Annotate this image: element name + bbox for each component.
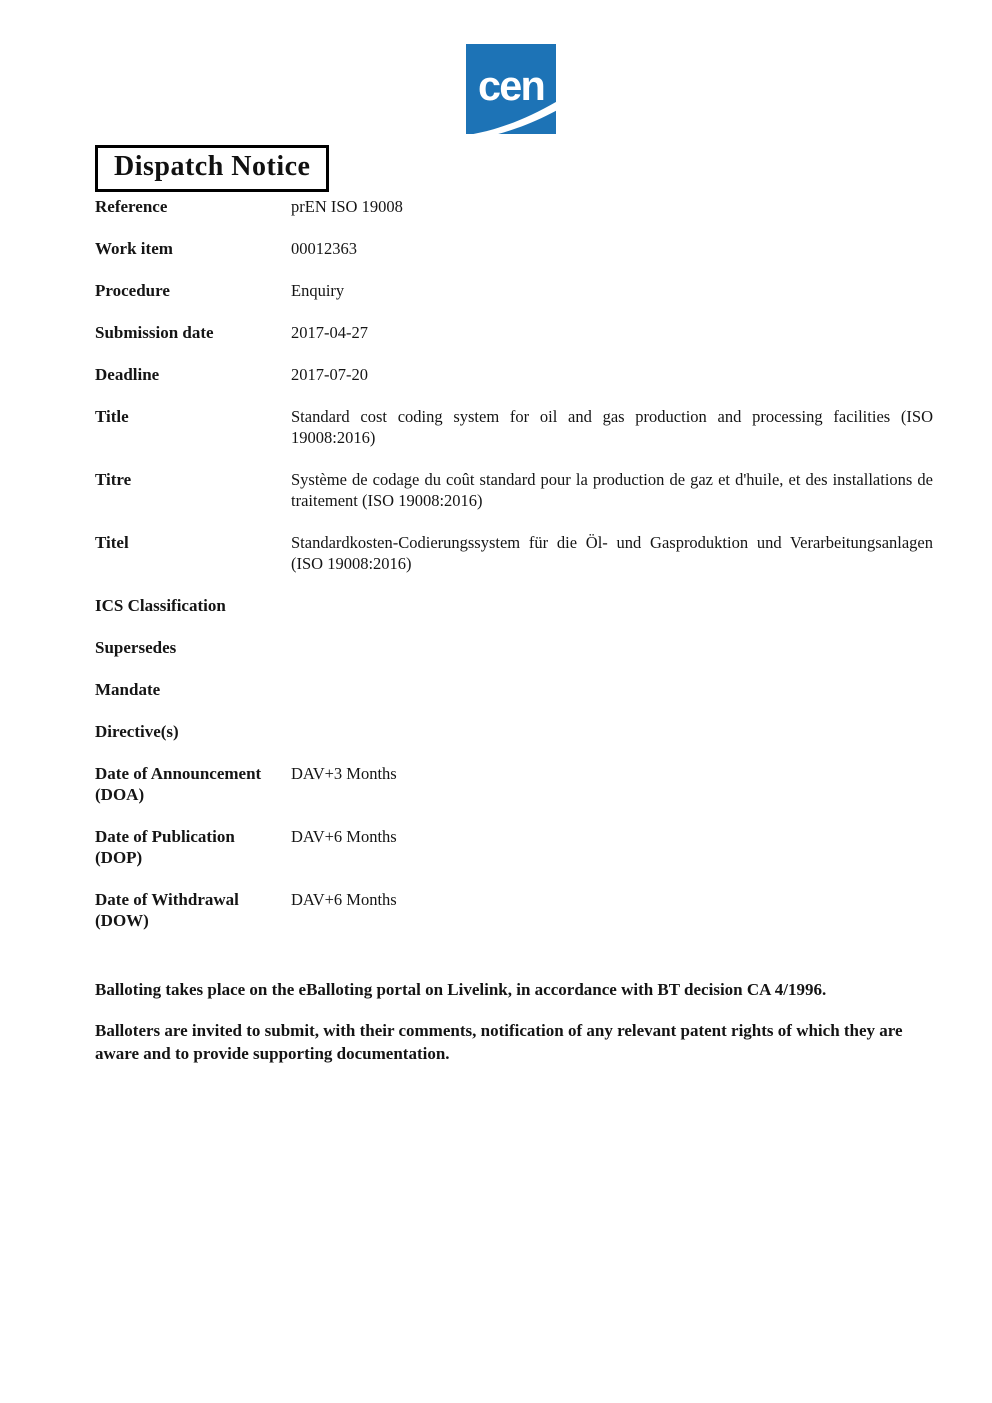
fields-table — [95, 196, 933, 952]
field-row-submission-date — [95, 322, 933, 343]
field-row-reference — [95, 196, 933, 217]
footer-notes — [95, 978, 933, 1083]
field-row-mandate — [95, 679, 933, 700]
field-label: Work item — [95, 239, 173, 258]
field-row-dop — [95, 826, 933, 868]
field-row-procedure — [95, 280, 933, 301]
field-value: DAV+3 Months — [291, 764, 397, 783]
field-row-dow — [95, 889, 933, 931]
field-row-title — [95, 406, 933, 448]
balloting-note: Balloting takes place on the eBalloting portal on Livelink, in accordance with BT decision CA 4/1996. — [95, 980, 827, 999]
field-value: 2017-07-20 — [291, 365, 368, 384]
field-value: 2017-04-27 — [291, 323, 368, 342]
field-row-titre — [95, 469, 933, 511]
field-value: DAV+6 Months — [291, 827, 397, 846]
field-label: Reference — [95, 197, 168, 216]
field-value: Système de codage du coût standard pour la production de gaz et d'huile, et des installations de traitement (ISO 19008:2016) — [291, 470, 933, 510]
field-label: Titel — [95, 533, 129, 552]
field-label: Date of Withdrawal (DOW) — [95, 890, 239, 930]
field-value: prEN ISO 19008 — [291, 197, 403, 216]
field-value: DAV+6 Months — [291, 890, 397, 909]
field-row-titel — [95, 532, 933, 574]
field-row-supersedes — [95, 637, 933, 658]
balloters-note: Balloters are invited to submit, with their comments, notification of any relevant patent rights of which they are aware and to provide supporting documentation. — [95, 1021, 903, 1063]
field-row-deadline — [95, 364, 933, 385]
field-row-directives — [95, 721, 933, 742]
svg-text:cen: cen — [478, 62, 544, 109]
cen-logo-icon — [465, 44, 557, 134]
field-label: Procedure — [95, 281, 170, 300]
page-title: Dispatch Notice — [95, 145, 329, 192]
field-label: Date of Announcement (DOA) — [95, 764, 262, 804]
field-label: Mandate — [95, 680, 161, 699]
field-value: 00012363 — [291, 239, 357, 258]
field-row-doa — [95, 763, 933, 805]
field-label: Titre — [95, 470, 132, 489]
field-row-ics-classification — [95, 595, 933, 616]
field-label: Deadline — [95, 365, 160, 384]
field-value: Standard cost coding system for oil and gas production and processing facilities (ISO 19008:2016) — [291, 407, 933, 447]
field-label: Title — [95, 407, 129, 426]
field-row-work-item — [95, 238, 933, 259]
field-label: ICS Classification — [95, 596, 226, 615]
field-label: Submission date — [95, 323, 214, 342]
field-label: Directive(s) — [95, 722, 179, 741]
field-value: Enquiry — [291, 281, 345, 300]
field-label: Supersedes — [95, 638, 177, 657]
cen-logo — [465, 44, 557, 134]
field-label: Date of Publication (DOP) — [95, 827, 235, 867]
field-value: Standardkosten-Codierungssystem für die Öl- und Gasproduktion und Verarbeitungsanlagen (ISO 19008:2016) — [291, 533, 933, 573]
